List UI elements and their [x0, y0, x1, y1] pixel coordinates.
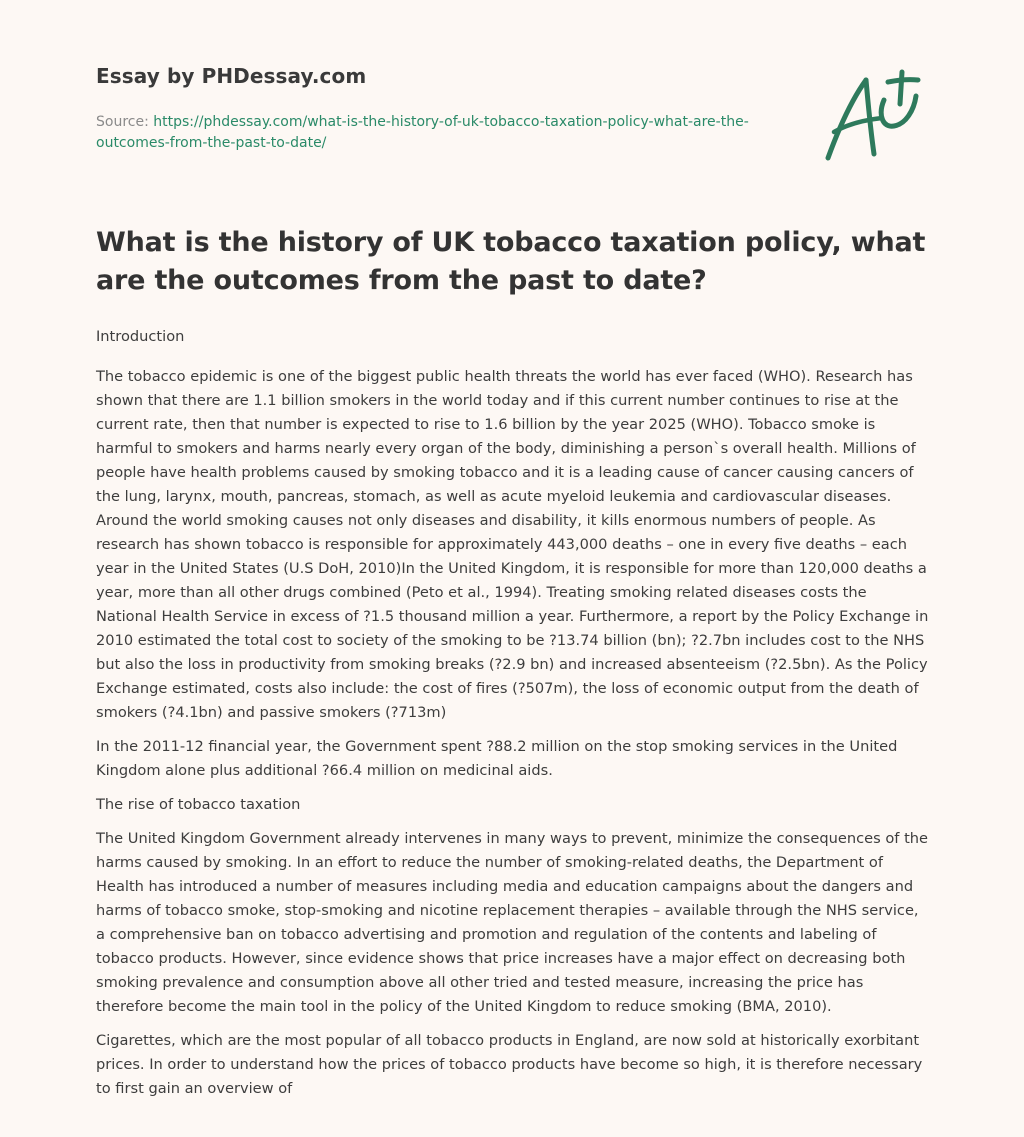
paragraph: The United Kingdom Government already intervenes in many ways to prevent, minimize the consequences of the harms caused by smoking. In an effort to reduce the number of smoking-related deaths, the Department of Health has introduced a number of measures including media and education campaigns about the dangers and harms of tobacco smoke, stop-smoking and nicotine replacement therapies – available through the NHS service, a comprehensive ban on tobacco advertising and promotion and regulation of the contents and labeling of tobacco products. However, since evidence shows that price increases have a major effect on decreasing both smoking prevalence and consumption above all other tried and tested measure, increasing the price has therefore become the main tool in the policy of the United Kingdom to reduce smoking (BMA, 2010). — [96, 830, 929, 1015]
article-body — [96, 325, 932, 1111]
paragraph: Cigarettes, which are the most popular of all tobacco products in England, are now sold at historically exorbitant prices. In order to understand how the prices of tobacco products have become so high, it is therefore necessary to first gain an overview of — [96, 1032, 923, 1097]
source-link[interactable]: https://phdessay.com/what-is-the-history-of-uk-tobacco-taxation-policy-what-are-the-outcomes-from-the-past-to-date/ — [96, 114, 749, 151]
paragraph: In the 2011-12 financial year, the Government spent ?88.2 million on the stop smoking services in the United Kingdom alone plus additional ?66.4 million on medicinal aids. — [96, 738, 898, 779]
article-title: What is the history of UK tobacco taxation policy, what are the outcomes from the past to date? — [96, 227, 926, 296]
section-heading-tobacco-taxation: The rise of tobacco taxation — [96, 796, 301, 813]
paragraph: The tobacco epidemic is one of the biggest public health threats the world has ever faced (WHO). Research has shown that there are 1.1 billion smokers in the world today and if this current number continues to rise at the current rate, then that number is expected to rise to 1.6 billion by the year 2025 (WHO). Tobacco smoke is harmful to smokers and harms nearly every organ of the body, diminishing a person`s overall health. Millions of people have health problems caused by smoking tobacco and it is a leading cause of cancer causing cancers of the lung, larynx, mouth, pancreas, stomach, as well as acute myeloid leukemia and cardiovascular diseases. Around the world smoking causes not only diseases and disability, it kills enormous numbers of people. As research has shown tobacco is responsible for approximately 443,000 deaths – one in every five deaths – each year in the United States (U.S DoH, 2010)In the United Kingdom, it is responsible for more than 120,000 deaths a year, more than all other drugs combined (Peto et al., 1994). Treating smoking related diseases costs the National Health Service in excess of ?1.5 thousand million a year. Furthermore, a report by the Policy Exchange in 2010 estimated the total cost to society of the smoking to be ?13.74 billion (bn); ?2.7bn includes cost to the NHS but also the loss in productivity from smoking breaks (?2.9 bn) and increased absenteeism (?2.5bn). As the Policy Exchange estimated, costs also include: the cost of fires (?507m), the loss of economic output from the death of smokers (?4.1bn) and passive smokers (?713m) — [96, 368, 929, 721]
section-heading-introduction: Introduction — [96, 328, 185, 345]
source-label: Source: — [96, 114, 154, 130]
site-brand: Essay by PHDessay.com — [96, 64, 367, 88]
a-plus-grade-icon — [820, 66, 930, 166]
source-line — [96, 112, 756, 154]
